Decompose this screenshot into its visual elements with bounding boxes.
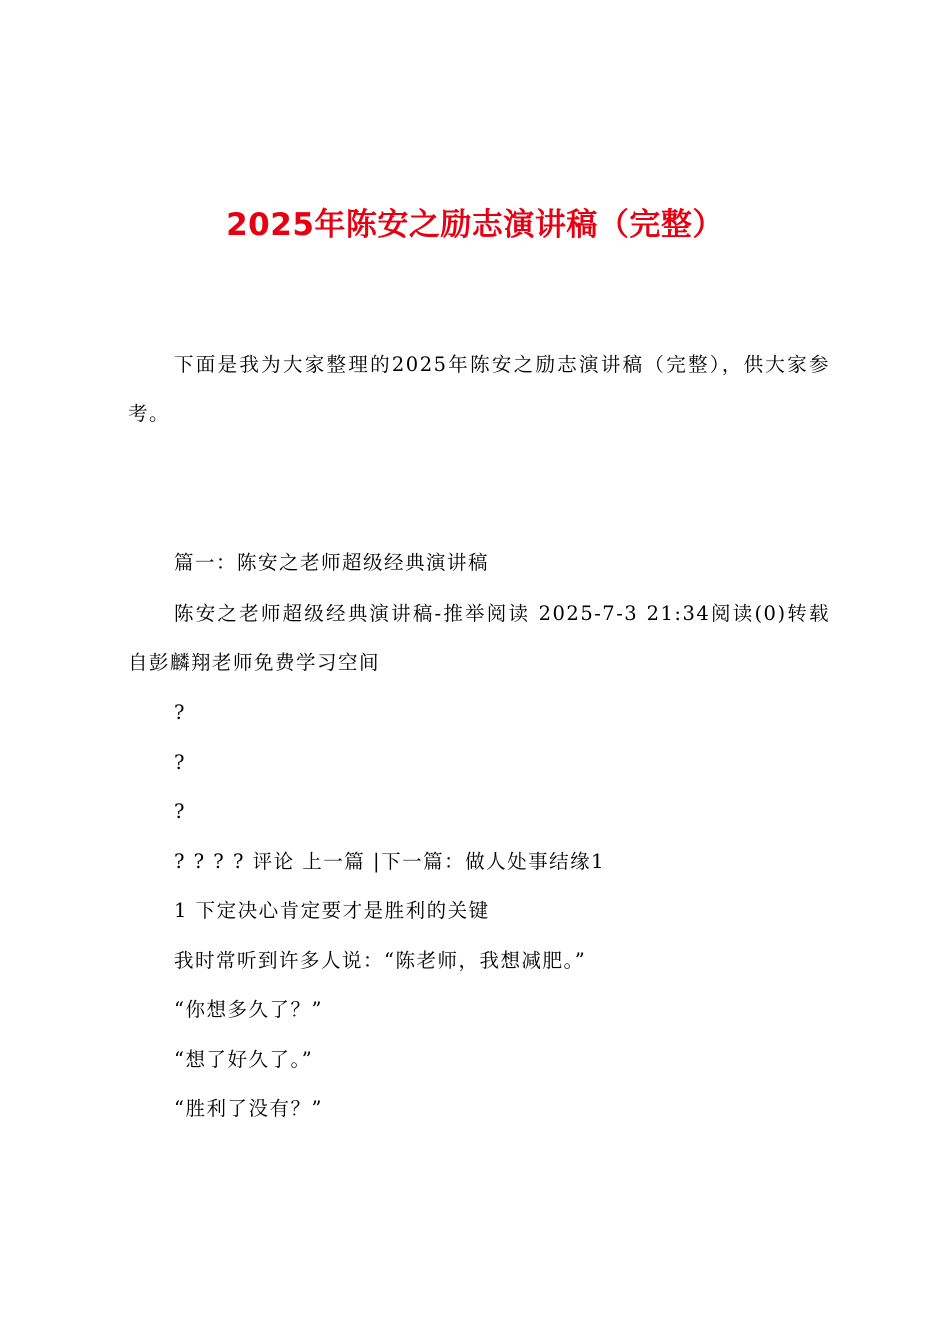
- body-line: ?: [174, 701, 186, 724]
- body-line: “你想多久了？”: [174, 998, 323, 1021]
- meta-paragraph: 陈安之老师超级经典演讲稿-推举阅读 2025-7-3 21:34阅读(0)转载自彭麟翔老师免费学习空间: [128, 602, 830, 674]
- body-line: ?: [174, 800, 186, 823]
- body-line: 我时常听到许多人说：“陈老师，我想减肥。”: [174, 949, 587, 972]
- document-title: 2025年陈安之励志演讲稿（完整）: [226, 207, 724, 243]
- nav-line: ? ? ? ? 评论 上一篇 |下一篇：做人处事结缘1: [174, 850, 605, 873]
- body-line: “胜利了没有？”: [174, 1097, 323, 1120]
- body-line: “想了好久了。”: [174, 1048, 314, 1071]
- body-line: 1 下定决心肯定要才是胜利的关键: [174, 899, 490, 922]
- section-heading: 篇一：陈安之老师超级经典演讲稿: [174, 551, 490, 574]
- intro-paragraph: 下面是我为大家整理的2025年陈安之励志演讲稿（完整），供大家参考。: [128, 353, 830, 425]
- body-line: ?: [174, 751, 186, 774]
